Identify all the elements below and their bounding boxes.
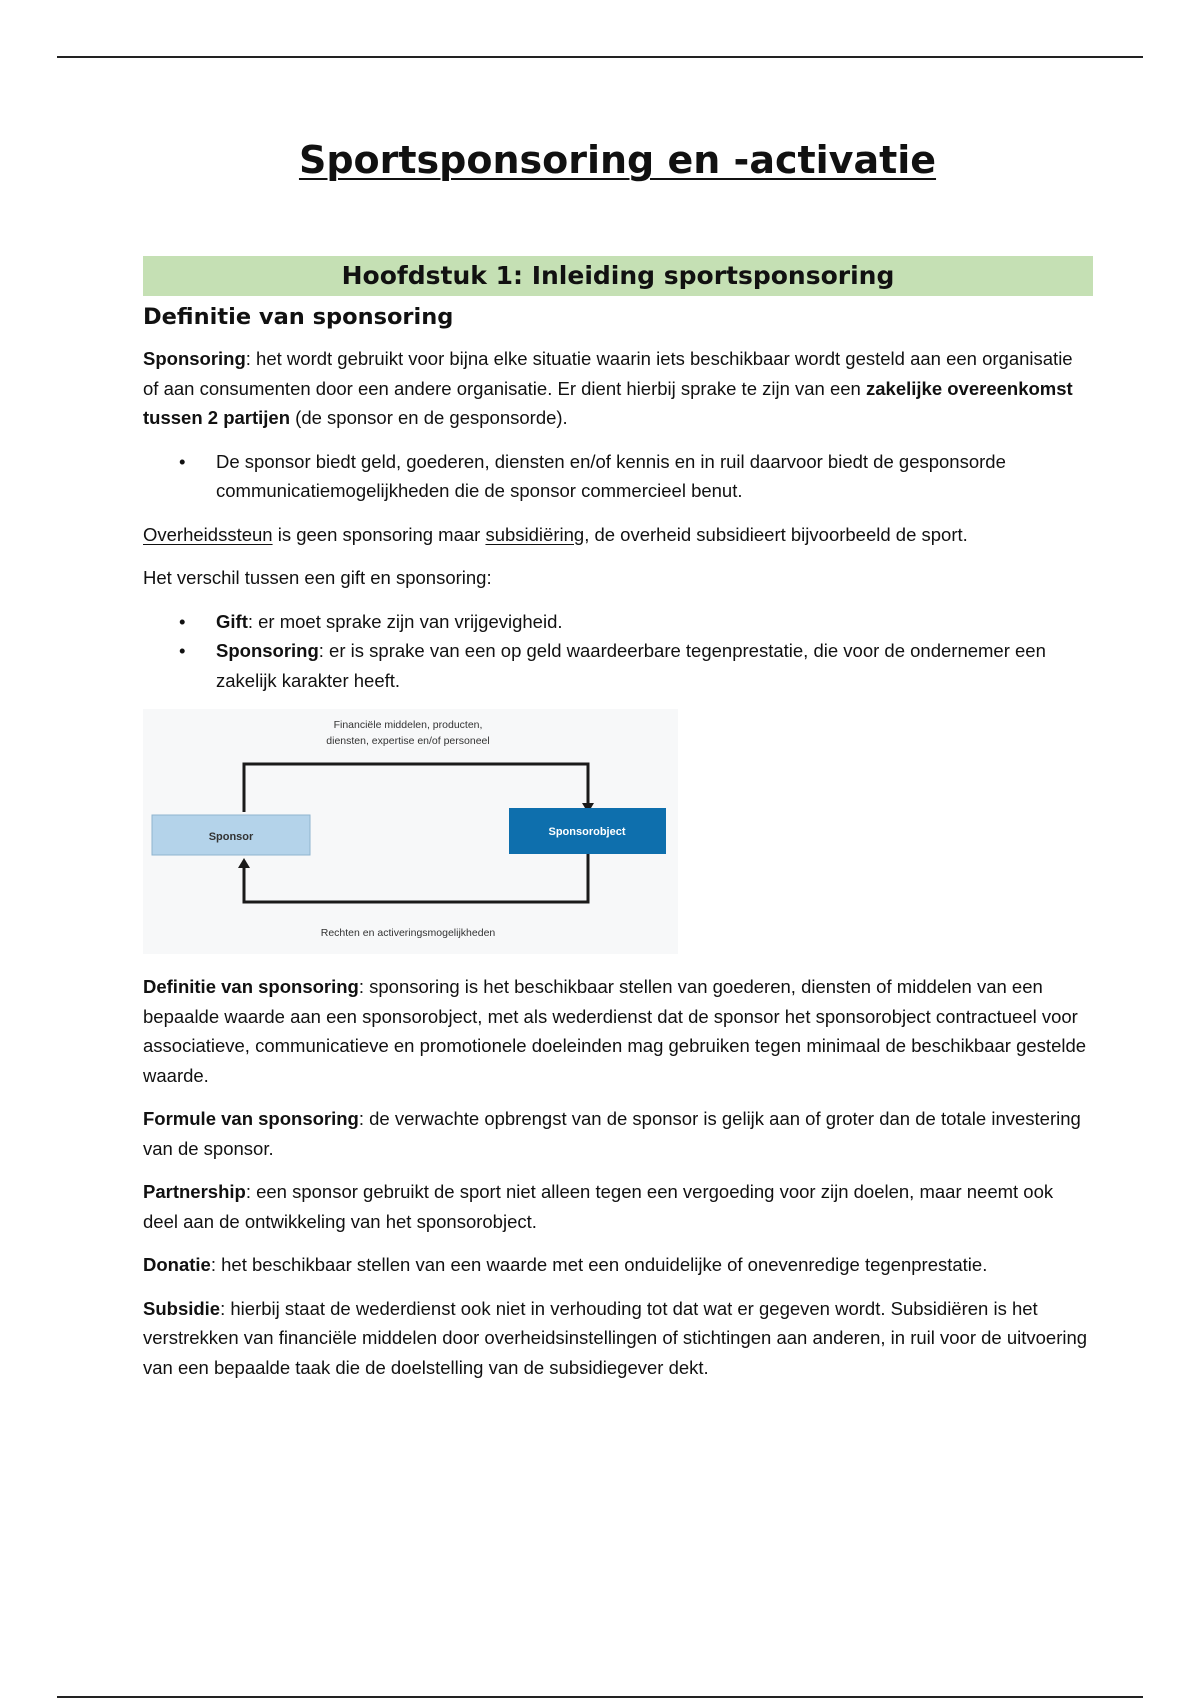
paragraph-overheidssteun bbox=[143, 520, 1093, 550]
diagram-top-label-line-2: diensten, expertise en/of personeel bbox=[326, 735, 490, 747]
sponsoring-flow-diagram bbox=[143, 709, 678, 954]
document-title: Sportsponsoring en -activatie bbox=[298, 138, 937, 182]
emphasis-agreement: zakelijke overeenkomst tussen 2 partijen bbox=[143, 377, 1073, 428]
definition-term: Partnership bbox=[143, 1181, 246, 1202]
diagram-bottom-label: Rechten en activeringsmogelijkheden bbox=[320, 927, 496, 939]
term-subsidiering: subsidiëring bbox=[485, 523, 585, 545]
bullet-list-gift-sponsoring bbox=[143, 607, 1093, 696]
paragraph-text: (de sponsor en de gesponsorde). bbox=[290, 407, 568, 428]
definition-text: : sponsoring is het beschikbaar stellen van goederen, diensten of middelen van een bepaalde waarde aan een sponsorobject, met als wederdienst dat de sponsor het sponsorobject contractueel voor associatieve, communicatieve en promotionele doeleinden mag gebruiken tegen minimaal de beschikbaar gestelde waarde. bbox=[143, 976, 1087, 1086]
definition-paragraph bbox=[143, 1250, 1093, 1280]
list-item-text: : er is sprake van een op geld waardeerbare tegenprestatie, die voor de ondernemer een zakelijk karakter heeft. bbox=[216, 640, 1046, 691]
list-item-text: : er moet sprake zijn van vrijgevigheid. bbox=[247, 610, 563, 632]
term-sponsoring: Sponsoring bbox=[216, 640, 319, 661]
sponsor-label: Sponsor bbox=[208, 831, 254, 843]
definition-text: : het beschikbaar stellen van een waarde met een onduidelijke of onevenredige tegenprestatie. bbox=[210, 1254, 988, 1275]
paragraph-text: , de overheid subsidieert bijvoorbeeld de sport. bbox=[584, 523, 968, 545]
definition-term: Formule van sponsoring bbox=[143, 1108, 359, 1129]
list-item bbox=[143, 447, 1093, 506]
definition-term: Donatie bbox=[143, 1254, 211, 1275]
list-item bbox=[143, 636, 1093, 695]
definition-text: : een sponsor gebruikt de sport niet alleen tegen een vergoeding voor zijn doelen, maar neemt ook deel aan de ontwikkeling van het sponsorobject. bbox=[143, 1181, 1054, 1232]
definition-term: Definitie van sponsoring bbox=[143, 976, 359, 997]
paragraph-text: is geen sponsoring maar bbox=[272, 523, 486, 545]
chapter-heading: Hoofdstuk 1: Inleiding sportsponsoring bbox=[143, 256, 1093, 296]
definition-text: : de verwachte opbrengst van de sponsor is gelijk aan of groter dan de totale investering van de sponsor. bbox=[143, 1108, 1081, 1159]
bullet-icon: • bbox=[179, 640, 186, 661]
term-gift: Gift bbox=[216, 610, 248, 632]
bullet-list-sponsor bbox=[143, 447, 1093, 506]
section-heading: Definitie van sponsoring bbox=[143, 304, 454, 330]
definition-paragraph bbox=[143, 972, 1093, 1090]
list-item-text: De sponsor biedt geld, goederen, diensten en/of kennis en in ruil daarvoor biedt de gesponsorde communicatiemogelijkheden die de sponsor commercieel benut. bbox=[216, 450, 1006, 501]
diagram-top-label-line-1: Financiële middelen, producten, bbox=[333, 719, 483, 731]
paragraph-sponsoring-intro bbox=[143, 344, 1093, 433]
definition-paragraph bbox=[143, 1104, 1093, 1163]
term-sponsoring: Sponsoring bbox=[143, 348, 246, 369]
sponsorobject-label: Sponsorobject bbox=[548, 826, 626, 838]
paragraph-text: : het wordt gebruikt voor bijna elke situatie waarin iets beschikbaar wordt gesteld aan een organisatie of aan consumenten door een andere organisatie. Er dient hierbij sprake te zijn van een bbox=[143, 348, 1073, 399]
definition-term: Subsidie bbox=[143, 1297, 221, 1319]
bullet-icon: • bbox=[179, 610, 186, 632]
list-item bbox=[143, 607, 1093, 637]
definition-text: : hierbij staat de wederdienst ook niet in verhouding tot dat wat er gegeven wordt. Subsidiëren is het verstrekken van financiële middelen door overheidsinstellingen of stichtingen aan anderen, in ruil voor de uitvoering van een bepaalde taak die de doelstelling van de subsidiegever dekt. bbox=[143, 1297, 1088, 1378]
definition-paragraph bbox=[143, 1294, 1093, 1383]
footer-rule bbox=[57, 1696, 1143, 1698]
term-overheidssteun: Overheidssteun bbox=[143, 523, 273, 545]
definition-paragraph bbox=[143, 1177, 1093, 1236]
paragraph-gift-vs-sponsoring: Het verschil tussen een gift en sponsoring: bbox=[143, 567, 492, 588]
bullet-icon: • bbox=[179, 450, 186, 472]
document-body bbox=[143, 256, 1093, 1396]
header-rule bbox=[57, 56, 1143, 58]
